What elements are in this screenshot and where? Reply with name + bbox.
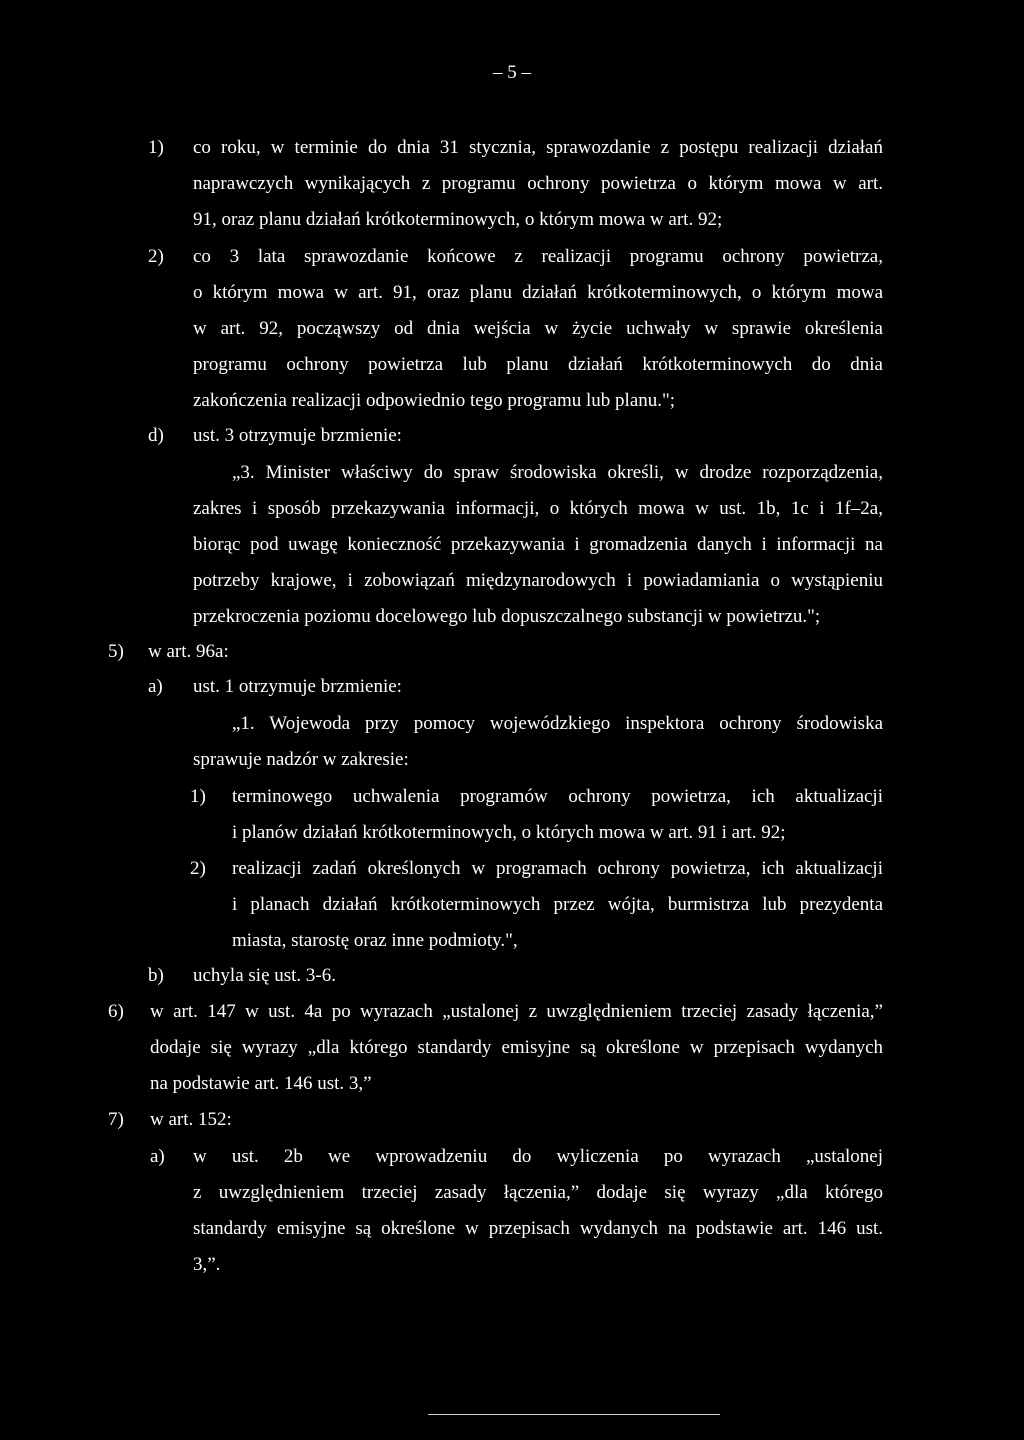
item-1-line-3: 91, oraz planu działań krótkoterminowych, o którym mowa w art. 92; xyxy=(193,209,723,230)
item-7-marker: 7) xyxy=(108,1109,124,1130)
quote-3-line-2: zakres i sposób przekazywania informacji, o których mowa w ust. 1b, 1c i 1f–2a, xyxy=(193,498,883,519)
item-5b-line-1: uchyla się ust. 3-6. xyxy=(193,965,337,986)
page-number: – 5 – xyxy=(493,62,531,83)
sub-1-line-2: i planów działań krótkoterminowych, o których mowa w art. 91 i art. 92; xyxy=(232,822,786,843)
item-6-line-1: w art. 147 w ust. 4a po wyrazach „ustalonej z uwzględnieniem trzeciej zasady łączenia,” xyxy=(150,1001,883,1022)
item-6-line-2: dodaje się wyrazy „dla którego standardy emisyjne są określone w przepisach wydanych xyxy=(150,1037,883,1058)
item-2-marker: 2) xyxy=(148,246,164,267)
item-2-line-2: o którym mowa w art. 91, oraz planu działań krótkoterminowych, o którym mowa xyxy=(193,282,883,303)
quote-3-line-4: potrzeby krajowe, i zobowiązań międzynarodowych i powiadamiania o wystąpieniu xyxy=(193,570,883,591)
item-2-line-4: programu ochrony powietrza lub planu działań krótkoterminowych do dnia xyxy=(193,354,883,375)
quote-3-line-3: biorąc pod uwagę konieczność przekazywania i gromadzenia danych i informacji na xyxy=(193,534,883,555)
item-7a-line-1: w ust. 2b we wprowadzeniu do wyliczenia po wyrazach „ustalonej xyxy=(193,1146,883,1167)
item-7a-marker: a) xyxy=(150,1146,165,1167)
sub-2-line-2: i planach działań krótkoterminowych przez wójta, burmistrza lub prezydenta xyxy=(232,894,883,915)
quote-1-line-2: sprawuje nadzór w zakresie: xyxy=(193,749,409,770)
item-2-line-3: w art. 92, począwszy od dnia wejścia w życie uchwały w sprawie określenia xyxy=(193,318,883,339)
item-2-line-5: zakończenia realizacji odpowiednio tego programu lub planu."; xyxy=(193,390,676,411)
quote-1-line-1: „1. Wojewoda przy pomocy wojewódzkiego inspektora ochrony środowiska xyxy=(232,713,883,734)
item-7-line-1: w art. 152: xyxy=(150,1109,232,1130)
quote-3-line-1: „3. Minister właściwy do spraw środowiska określi, w drodze rozporządzenia, xyxy=(232,462,883,483)
item-1-marker: 1) xyxy=(148,137,164,158)
item-6-line-3: na podstawie art. 146 ust. 3,” xyxy=(150,1073,372,1094)
sub-1-line-1: terminowego uchwalenia programów ochrony powietrza, ich aktualizacji xyxy=(232,786,883,807)
sub-2-line-3: miasta, starostę oraz inne podmioty.", xyxy=(232,930,518,951)
item-5-line-1: w art. 96a: xyxy=(148,641,229,662)
item-7a-line-3: standardy emisyjne są określone w przepisach wydanych na podstawie art. 146 ust. xyxy=(193,1218,883,1239)
item-6-marker: 6) xyxy=(108,1001,124,1022)
item-d-marker: d) xyxy=(148,425,164,446)
item-5a-line-1: ust. 1 otrzymuje brzmienie: xyxy=(193,676,402,697)
item-d-line-1: ust. 3 otrzymuje brzmienie: xyxy=(193,425,402,446)
item-1-line-1: co roku, w terminie do dnia 31 stycznia, sprawozdanie z postępu realizacji działań xyxy=(193,137,883,158)
item-5a-marker: a) xyxy=(148,676,163,697)
item-2-line-1: co 3 lata sprawozdanie końcowe z realizacji programu ochrony powietrza, xyxy=(193,246,883,267)
sub-1-marker: 1) xyxy=(190,786,206,807)
item-5b-marker: b) xyxy=(148,965,164,986)
item-1-line-2: naprawczych wynikających z programu ochrony powietrza o którym mowa w art. xyxy=(193,173,883,194)
sub-2-line-1: realizacji zadań określonych w programach ochrony powietrza, ich aktualizacji xyxy=(232,858,883,879)
quote-3-line-5: przekroczenia poziomu docelowego lub dopuszczalnego substancji w powietrzu."; xyxy=(193,606,821,627)
item-5-marker: 5) xyxy=(108,641,124,662)
item-7a-line-4: 3,”. xyxy=(193,1254,221,1275)
item-7a-line-2: z uwzględnieniem trzeciej zasady łączenia,” dodaje się wyrazy „dla którego xyxy=(193,1182,883,1203)
sub-2-marker: 2) xyxy=(190,858,206,879)
footer-rule xyxy=(428,1414,720,1415)
